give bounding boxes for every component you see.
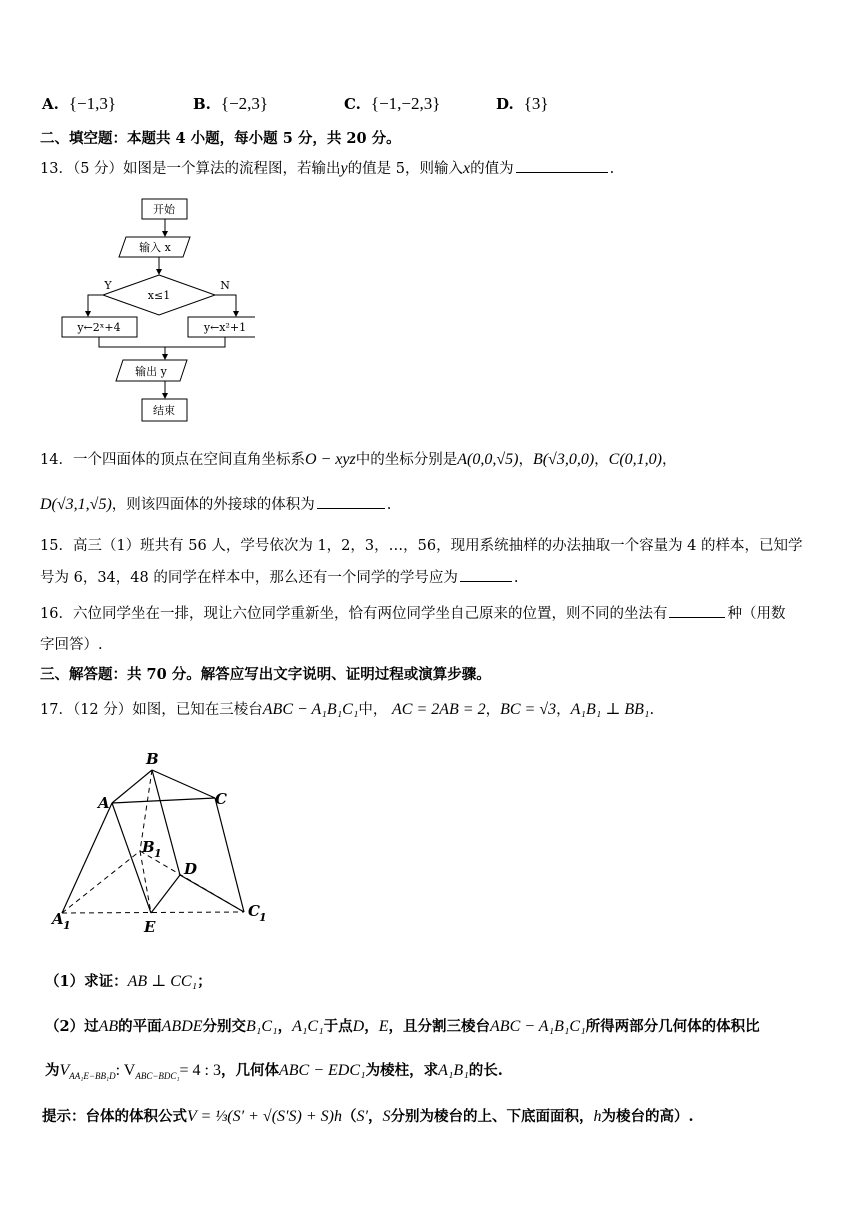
hint-line: 提示：台体的体积公式V = ⅓(S′ + √(S′S) + S)h（S′，S分别为棱台的上、下底面面积，h为棱台的高）.: [42, 1108, 694, 1125]
vertex-c1-sub: 1: [259, 911, 267, 924]
flowchart-left-text: y←2ˣ+4: [77, 321, 121, 334]
section-solve-heading: 三、解答题：共 70 分。解答应写出文字说明、证明过程或演算步骤。: [40, 666, 491, 683]
vertex-b1-label: B: [142, 838, 155, 856]
vertex-a-label: A: [98, 794, 110, 812]
vertex-a1-label: A: [52, 910, 64, 928]
section-fill-in-heading: 二、填空题：本题共 4 小题，每小题 5 分，共 20 分。: [40, 130, 401, 147]
part-2-line-1: （2）过AB的平面ABDE分别交B₁C₁，A₁C₁于点D，E，且分割三棱台ABC − A₁B₁C₁所得两部分几何体的体积比: [45, 1018, 760, 1035]
answer-blank: [460, 567, 512, 582]
vertex-a1-sub: 1: [63, 919, 71, 932]
question-14-line-2: D(√3,1,√5)，则该四面体的外接球的体积为 .: [40, 496, 392, 513]
frustum-figure: [40, 748, 280, 938]
vertex-e-label: E: [144, 918, 156, 936]
part-2-line-2: 为$V_{AA_1E-BB_1D}$: $V_{ABC-BDC_1}= 4$ : 3，几何体ABC − EDC₁为棱柱，求A₁B₁的长.: [45, 1062, 503, 1081]
part-1: （1）求证：AB ⊥ CC₁；: [45, 973, 212, 990]
vertex-b1-sub: 1: [154, 847, 162, 860]
flowchart-decision-text: x≤1: [147, 289, 171, 302]
answer-blank: [516, 158, 608, 173]
question-17: 17．（12 分）如图，已知在三棱台ABC − A₁B₁C₁中， AC = 2AB = 2，BC = √3，A₁B₁ ⊥ BB₁.: [40, 701, 655, 718]
flowchart-start-text: 开始: [153, 203, 175, 216]
vertex-c1-label: C: [248, 902, 260, 920]
vertex-d-label: D: [184, 860, 198, 878]
question-14-line-1: 14．一个四面体的顶点在空间直角坐标系O − xyz中的坐标分别是A(0,0,√5)，B(√3,0,0)，C(0,1,0)，: [40, 451, 677, 468]
vertex-b-label: B: [146, 750, 159, 768]
frustum-volume-formula: V = ⅓(S′ + √(S′S) + S)h: [187, 1108, 342, 1125]
flowchart-right-text: y←x²+1: [203, 321, 247, 334]
question-15-line-1: 15．高三（1）班共有 56 人，学号依次为 1，2，3，…，56，现用系统抽样的办法抽取一个容量为 4 的样本，已知学: [40, 538, 803, 554]
flowchart: [55, 195, 255, 430]
question-15-line-2: 号为 6，34，48 的同学在样本中，那么还有一个同学的学号应为 .: [40, 567, 518, 589]
question-16-line-1: 16．六位同学坐在一排，现让六位同学重新坐，恰有两位同学坐自己原来的位置，则不同的坐法有 种（用数: [40, 603, 785, 625]
option-c: C. {−1,−2,3}: [344, 94, 441, 113]
question-13: 13．（5 分）如图是一个算法的流程图，若输出y的值是 5，则输入x的值为 .: [40, 160, 615, 177]
flowchart-no-label: N: [220, 279, 230, 292]
flowchart-yes-label: Y: [104, 279, 112, 292]
vertex-c-label: C: [215, 790, 227, 808]
option-d: D. {3}: [496, 94, 549, 113]
flowchart-output-text: 输出 y: [135, 365, 167, 378]
flowchart-input-text: 输入 x: [139, 241, 171, 254]
question-16-line-2: 字回答）.: [40, 637, 103, 653]
option-b: B. {−2,3}: [193, 94, 269, 113]
option-a: A. {−1,3}: [42, 94, 117, 113]
answer-blank: [669, 603, 725, 618]
answer-blank: [317, 494, 385, 509]
flowchart-end-text: 结束: [153, 404, 175, 417]
